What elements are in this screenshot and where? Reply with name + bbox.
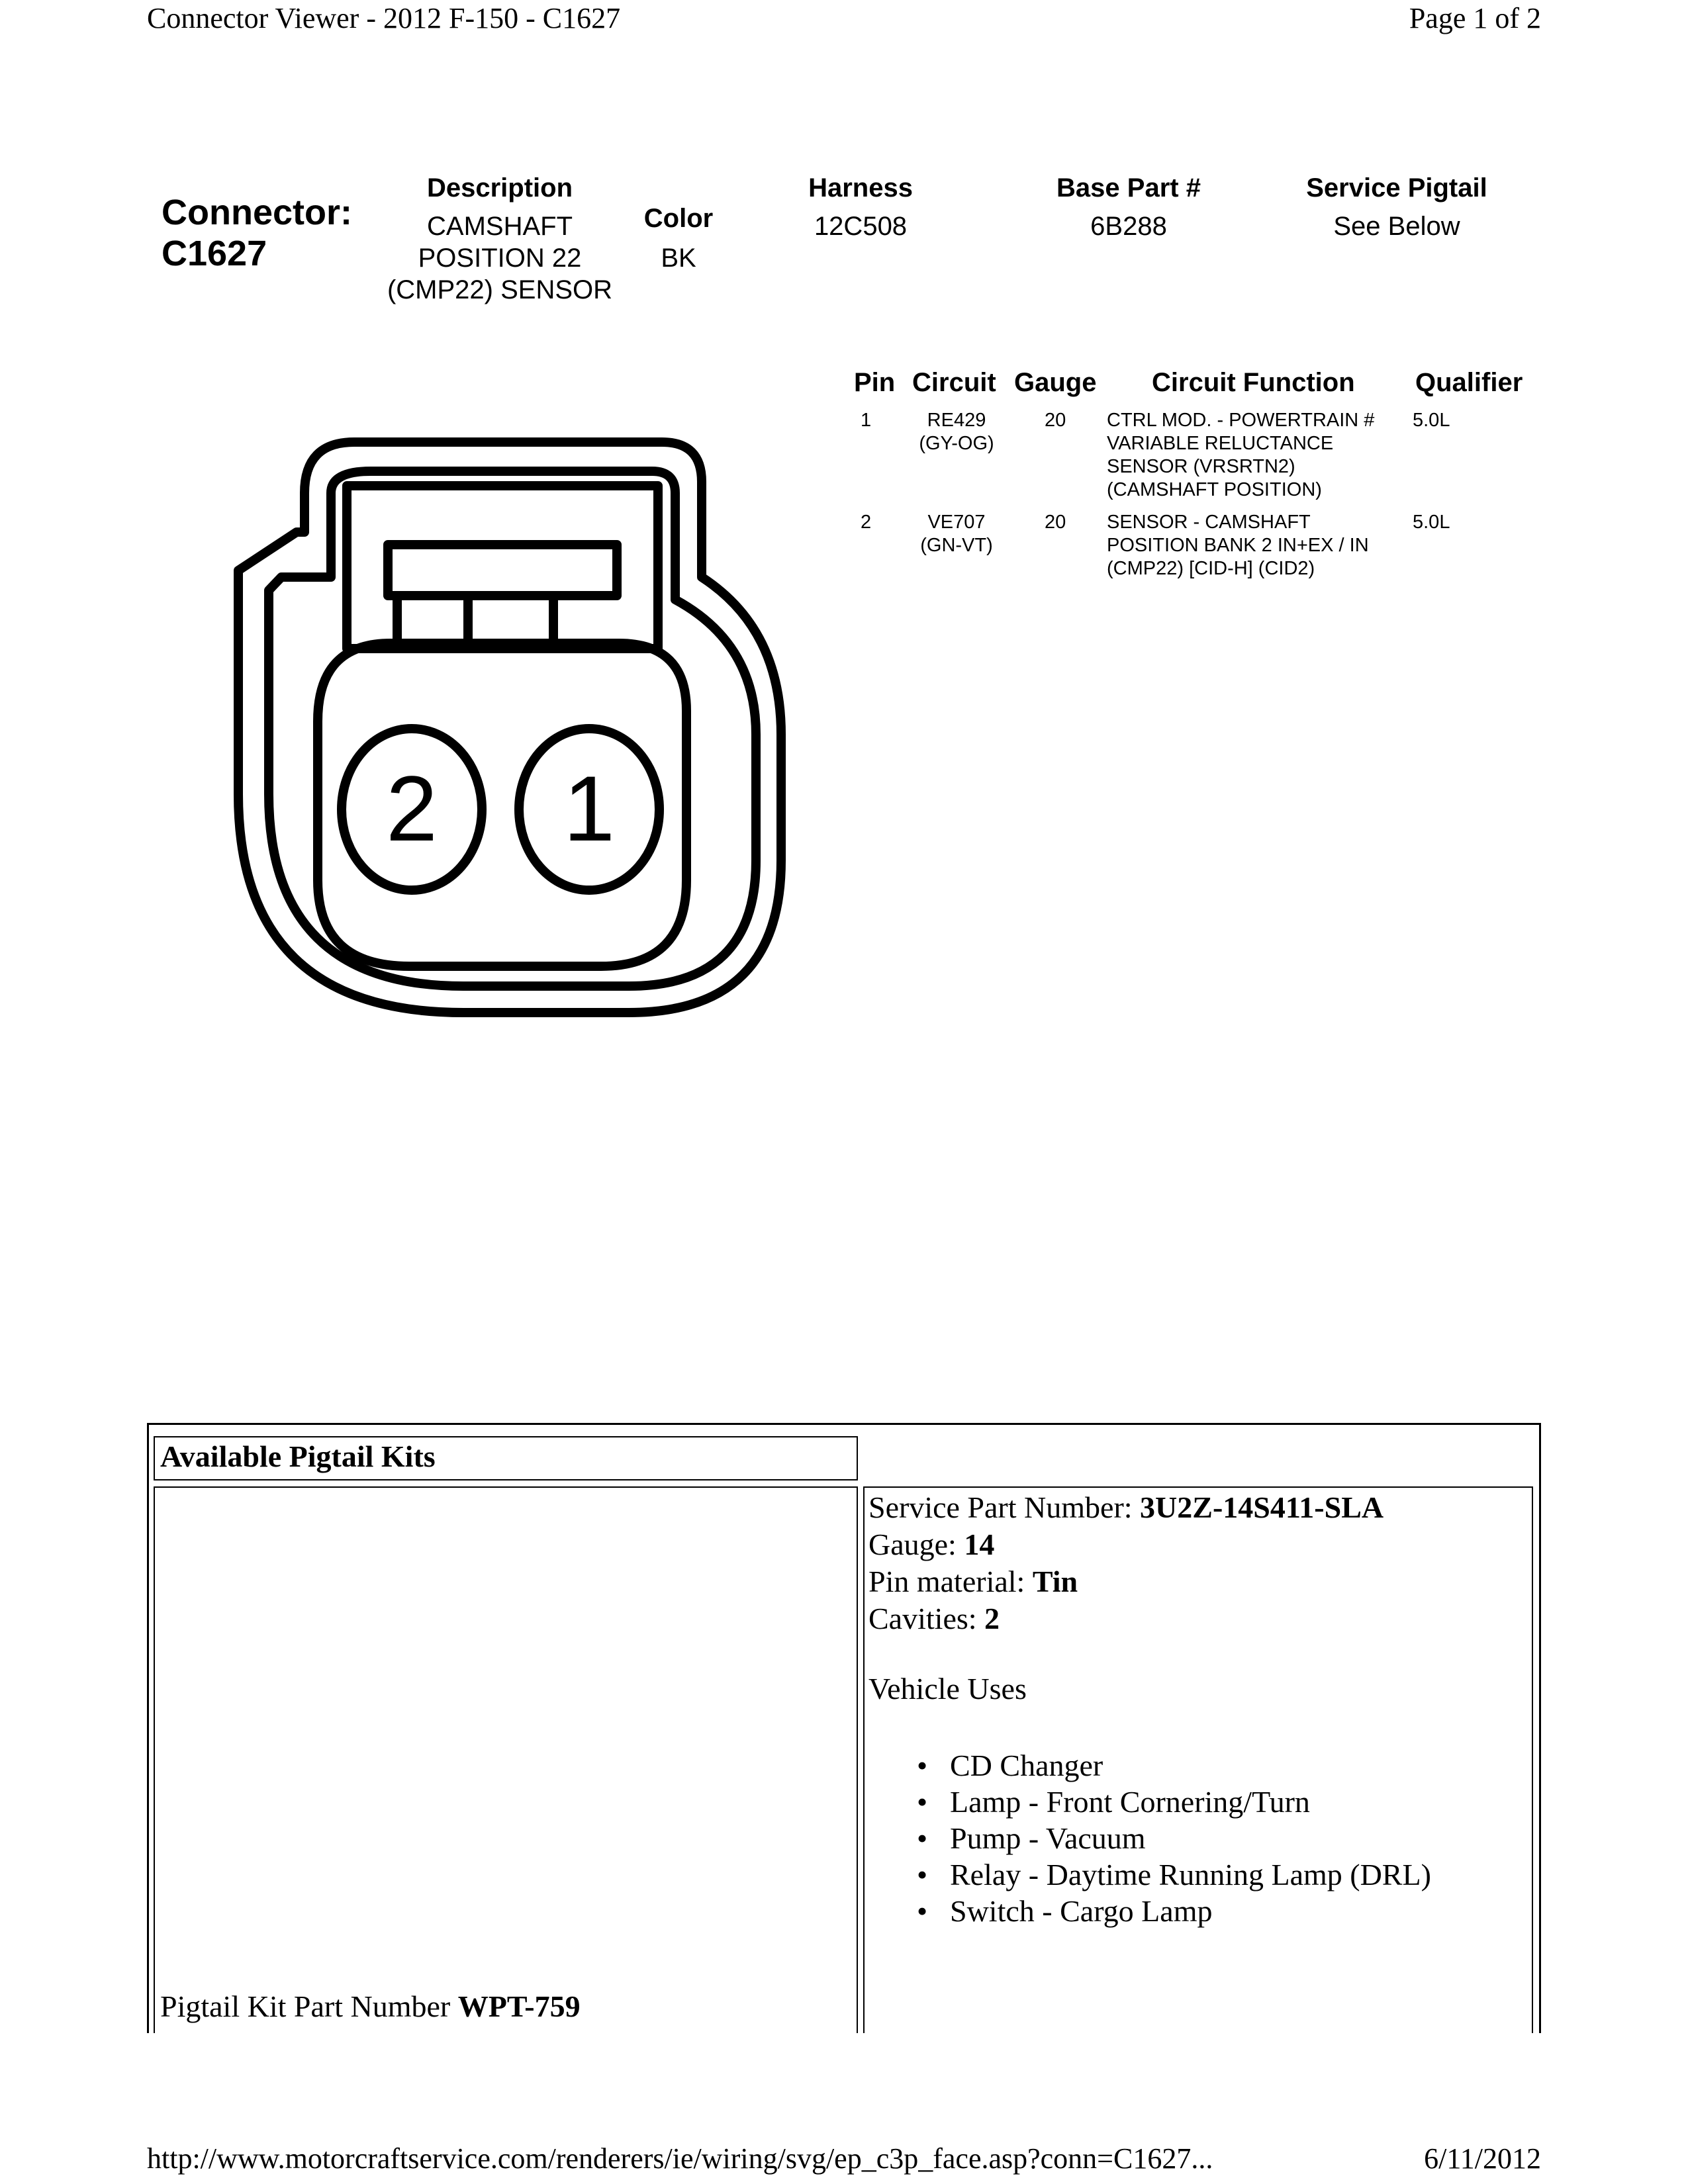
- print-date: 6/11/2012: [1424, 2142, 1541, 2175]
- bullet-icon: •: [917, 1749, 928, 1782]
- function-line: (CMP22) [CID-H] (CID2): [1107, 558, 1315, 579]
- pin-material-value: Tin: [1032, 1565, 1078, 1598]
- function-line: POSITION BANK 2 IN+EX / IN: [1107, 535, 1369, 556]
- list-item: [917, 1820, 1431, 1856]
- connector-label: Connector:: [162, 193, 352, 232]
- bullet-icon: •: [917, 1858, 928, 1891]
- circuit-code: RE429: [927, 410, 986, 431]
- pin-housing: [318, 643, 686, 966]
- circuit-color: (GY-OG): [919, 433, 994, 454]
- harness-heading: Harness: [808, 173, 913, 203]
- bullet-icon: •: [917, 1894, 928, 1928]
- cavities-label: Cavities:: [868, 1602, 977, 1635]
- circuit-color: (GN-VT): [920, 535, 993, 556]
- list-item: [917, 1784, 1431, 1820]
- source-url[interactable]: http://www.motorcraftservice.com/renderers/ie/wiring/svg/ep_c3p_face.asp?conn=C1627...: [147, 2142, 1213, 2175]
- pigtail-kits-heading: Available Pigtail Kits: [160, 1439, 436, 1473]
- latch-bar: [388, 545, 617, 596]
- gauge-cell: 20: [1045, 512, 1066, 533]
- pin-material-label: Pin material:: [868, 1565, 1025, 1598]
- service-part-row: [868, 1489, 1383, 1526]
- pin-col-header: Pin: [854, 368, 896, 397]
- pin-label-1: 1: [563, 756, 615, 860]
- service-part-value: 3U2Z-14S411-SLA: [1140, 1490, 1384, 1524]
- vehicle-use: Relay - Daytime Running Lamp (DRL): [950, 1858, 1431, 1891]
- function-line: VARIABLE RELUCTANCE: [1107, 433, 1334, 454]
- function-cell: [1107, 511, 1369, 580]
- function-cell: [1107, 409, 1374, 502]
- service-part-details: [868, 1489, 1383, 1637]
- vehicle-uses-list: [917, 1747, 1431, 1929]
- function-line: SENSOR (VRSRTN2): [1107, 456, 1295, 477]
- gauge-col-header: Gauge: [1014, 368, 1097, 397]
- bullet-icon: •: [917, 1821, 928, 1855]
- function-line: CTRL MOD. - POWERTRAIN #: [1107, 410, 1375, 431]
- vehicle-use: Lamp - Front Cornering/Turn: [950, 1785, 1310, 1819]
- description-line: POSITION 22: [418, 244, 582, 273]
- vehicle-uses-heading: Vehicle Uses: [868, 1672, 1027, 1706]
- base-part-value: 6B288: [1090, 212, 1167, 241]
- cavities-value: 2: [984, 1602, 1000, 1635]
- vehicle-use: CD Changer: [950, 1749, 1103, 1782]
- color-heading: Color: [643, 204, 714, 233]
- page-number: Page 1 of 2: [1409, 2, 1541, 34]
- description-line: CAMSHAFT: [427, 212, 573, 241]
- circuit-cell: [900, 409, 1013, 455]
- circuit-code: VE707: [927, 512, 986, 533]
- harness-value: 12C508: [814, 212, 908, 241]
- gauge-row: [868, 1526, 1383, 1563]
- circuit-col-header: Circuit: [912, 368, 996, 397]
- description-heading: Description: [426, 173, 573, 203]
- gauge-label: Gauge:: [868, 1527, 957, 1561]
- gauge-value: 14: [964, 1527, 995, 1561]
- list-item: [917, 1747, 1431, 1784]
- function-line: (CAMSHAFT POSITION): [1107, 479, 1322, 500]
- description-value: [367, 210, 632, 306]
- connector-id: C1627: [162, 234, 267, 273]
- service-pigtail-value: See Below: [1333, 212, 1460, 241]
- cavities-row: [868, 1600, 1383, 1637]
- function-line: SENSOR - CAMSHAFT: [1107, 512, 1311, 533]
- pin-number: 1: [861, 410, 872, 431]
- vehicle-use: Switch - Cargo Lamp: [950, 1894, 1213, 1928]
- pin-material-row: [868, 1563, 1383, 1600]
- base-part-heading: Base Part #: [1056, 173, 1201, 203]
- color-value: BK: [661, 244, 696, 273]
- gauge-cell: 20: [1045, 410, 1066, 431]
- kit-part-number-label: Pigtail Kit Part Number: [160, 1989, 451, 2023]
- description-line: (CMP22) SENSOR: [387, 275, 613, 304]
- qualifier-cell: 5.0L: [1413, 410, 1450, 431]
- list-item: [917, 1893, 1431, 1929]
- circuit-cell: [900, 511, 1013, 557]
- service-part-label: Service Part Number:: [868, 1490, 1133, 1524]
- kit-part-number-row: [160, 1988, 581, 2025]
- qualifier-cell: 5.0L: [1413, 512, 1450, 533]
- kit-part-number-value: WPT-759: [457, 1989, 581, 2023]
- qualifier-col-header: Qualifier: [1415, 368, 1523, 397]
- function-col-header: Circuit Function: [1152, 368, 1355, 397]
- connector-face-diagram: [218, 424, 801, 1019]
- list-item: [917, 1856, 1431, 1893]
- page-header-title: Connector Viewer - 2012 F-150 - C1627: [147, 2, 621, 34]
- service-pigtail-heading: Service Pigtail: [1306, 173, 1487, 203]
- vehicle-use: Pump - Vacuum: [950, 1821, 1146, 1855]
- bullet-icon: •: [917, 1785, 928, 1819]
- pin-label-2: 2: [386, 756, 438, 860]
- pin-number: 2: [861, 512, 872, 533]
